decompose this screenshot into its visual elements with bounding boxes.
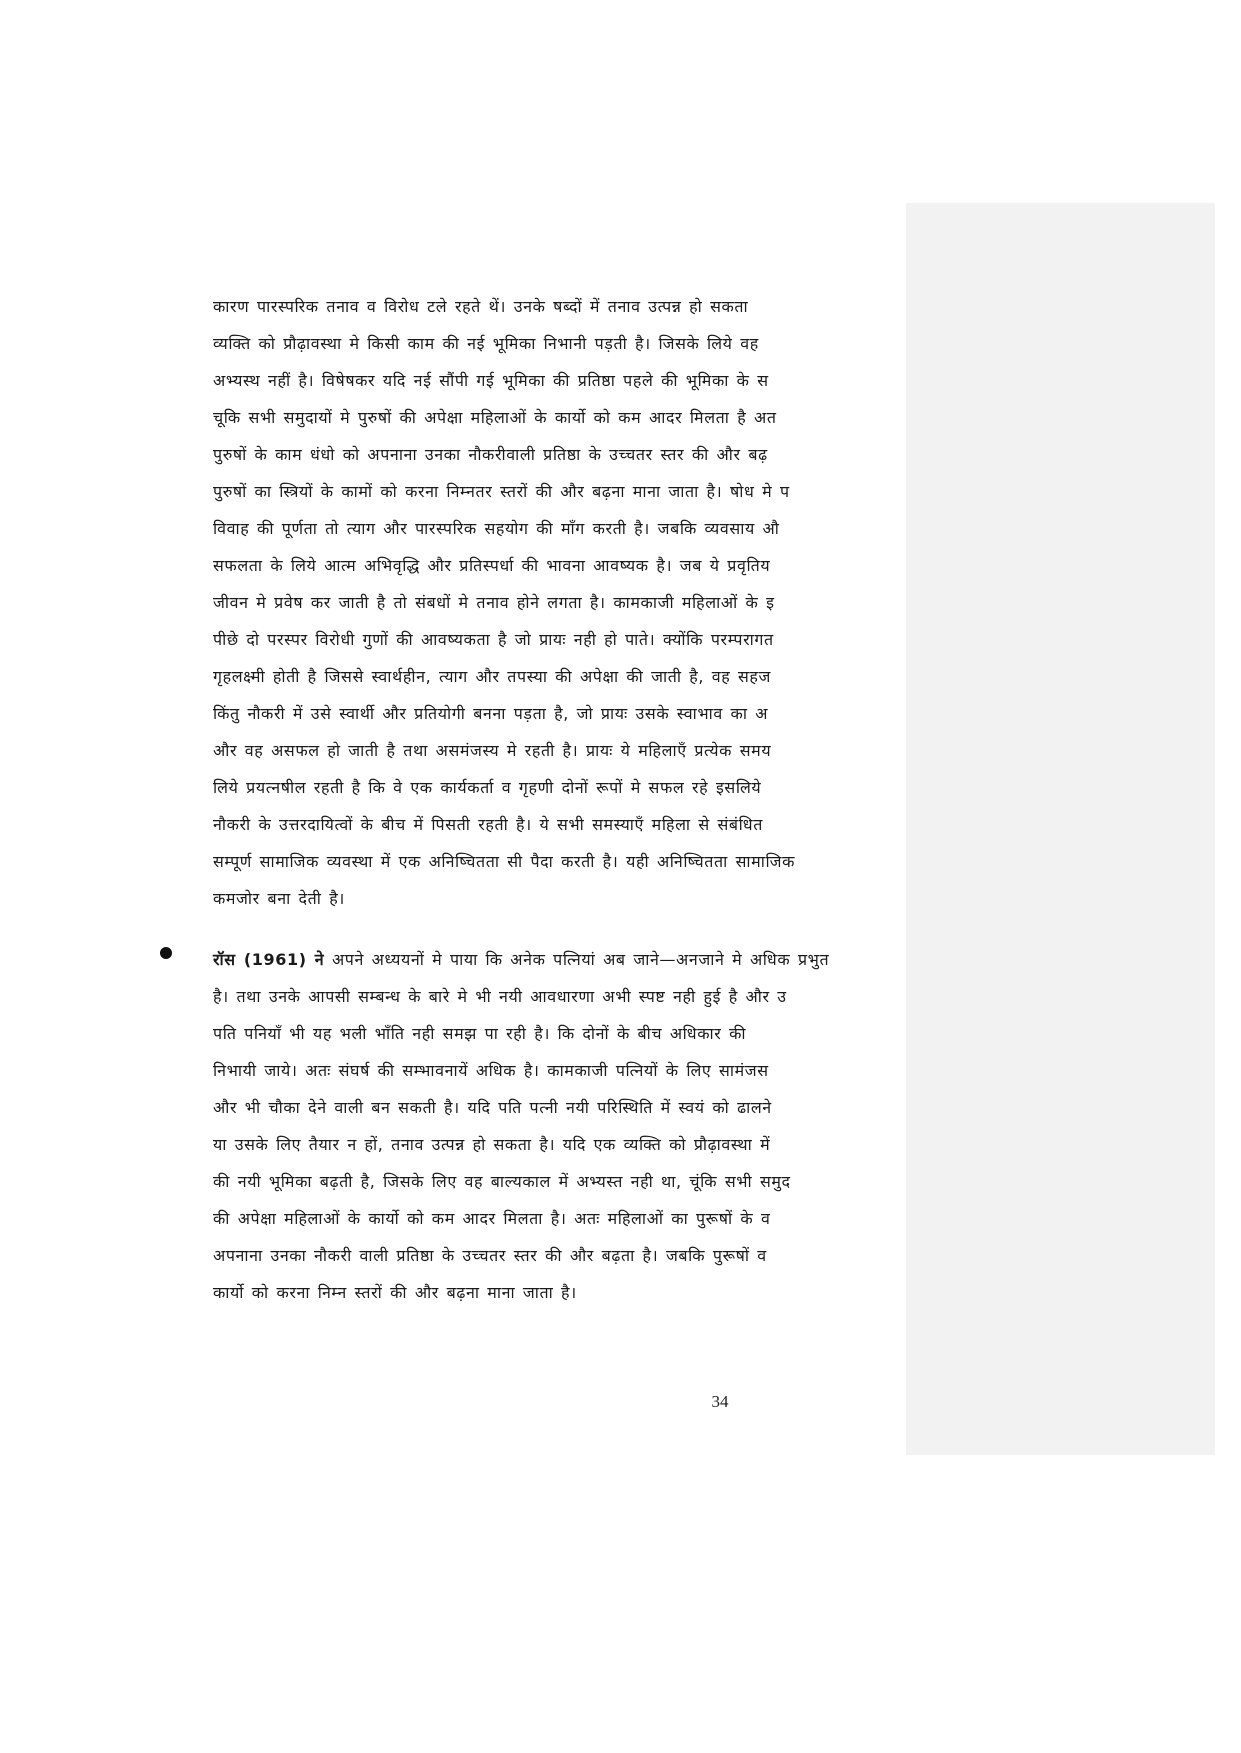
paragraph-2-line: कार्यो को करना निम्न स्तरों की और बढ़ना माना जाता है।: [213, 1283, 577, 1302]
paragraph-1-line: जीवन मे प्रवेष कर जाती है तो संबधों मे तनाव होने लगता है। कामकाजी महिलाओं के इ: [213, 593, 775, 612]
comment-pane: [906, 203, 1215, 1455]
paragraph-2-first-line: [213, 941, 900, 978]
paragraph-1-line: कारण पारस्परिक तनाव व विरोध टले रहते थें। उनके षब्दों में तनाव उत्पन्न हो सकता: [213, 297, 749, 316]
paragraph-1-line: गृहलक्ष्मी होती है जिससे स्वार्थहीन, त्याग और तपस्या की अपेक्षा की जाती है, वह सहज: [213, 667, 771, 686]
paragraph-2-line: निभायी जाये। अतः संघर्ष की सम्भावनायें अधिक है। कामकाजी पत्नियों के लिए सामंजस: [213, 1061, 769, 1080]
paragraph-1-line: अभ्यस्थ नहीं है। विषेषकर यदि नई सौंपी गई भूमिका की प्रतिष्ठा पहले की भूमिका के स: [213, 371, 769, 390]
paragraph-2-line: की नयी भूमिका बढ़ती है, जिसके लिए वह बाल्यकाल में अभ्यस्त नही था, चूंकि सभी समुद: [213, 1172, 791, 1191]
paragraph-2-line: पति पनियाँ भी यह भली भाँति नही समझ पा रही है। कि दोनों के बीच अधिकार की: [213, 1024, 747, 1043]
paragraph-1-line: पीछे दो परस्पर विरोधी गुणों की आवष्यकता है जो प्रायः नही हो पाते। क्योंकि परम्परागत: [213, 630, 774, 649]
paragraph-1-line: पुरुषों के काम धंधो को अपनाना उनका नौकरीवाली प्रतिष्ठा के उच्चतर स्तर की और बढ़: [213, 445, 768, 464]
paragraph-2-line: है। तथा उनके आपसी सम्बन्ध के बारे मे भी नयी आवधारणा अभी स्पष्ट नही हुई है और उ: [213, 987, 787, 1006]
paragraph-1-line: लिये प्रयत्नषील रहती है कि वे एक कार्यकर्ता व गृहणी दोनों रूपों मे सफल रहे इसलिये: [213, 778, 762, 797]
paragraph-2-line: की अपेक्षा महिलाओं के कार्यो को कम आदर मिलता है। अतः महिलाओं का पुरूषों के व: [213, 1209, 771, 1228]
paragraph-1-line: और वह असफल हो जाती है तथा असमंजस्य मे रहती है। प्रायः ये महिलाएँ प्रत्येक समय: [213, 741, 772, 760]
bullet-point: [160, 947, 172, 959]
paragraph-2: [213, 941, 900, 1311]
paragraph-1-line: नौकरी के उत्तरदायित्वों के बीच में पिसती रहती है। ये सभी समस्याएँ महिला से संबंधित: [213, 815, 763, 834]
first-line-text: अपने अध्ययनों मे पाया कि अनेक पत्नियां अब जाने—अनजाने मे अधिक प्रभुत: [324, 950, 830, 969]
paragraph-1-line: व्यक्ति को प्रौढ़ावस्था मे किसी काम की नई भूमिका निभानी पड़ती है। जिसके लिये वह: [213, 334, 759, 353]
paragraph-2-line: और भी चौका देने वाली बन सकती है। यदि पति पत्नी नयी परिस्थिति में स्वयं को ढालने: [213, 1098, 772, 1117]
paragraph-2-line: या उसके लिए तैयार न हों, तनाव उत्पन्न हो सकता है। यदि एक व्यक्ति को प्रौढ़ावस्था में: [213, 1135, 771, 1154]
page-number: 34: [711, 1392, 729, 1411]
paragraph-1-line: कमजोर बना देती है।: [213, 889, 345, 908]
citation-lead: रॉस (1961) ने: [213, 950, 325, 969]
paragraph-1: [213, 288, 900, 917]
paragraph-1-line: चूकि सभी समुदायों मे पुरुषों की अपेक्षा महिलाओं के कार्यो को कम आदर मिलता है अत: [213, 408, 777, 427]
paragraph-1-line: सम्पूर्ण सामाजिक व्यवस्था में एक अनिष्चितता सी पैदा करती है। यही अनिष्चितता सामाजिक: [213, 852, 795, 871]
paragraph-2-line: अपनाना उनका नौकरी वाली प्रतिष्ठा के उच्चतर स्तर की और बढ़ता है। जबकि पुरूषों व: [213, 1246, 767, 1265]
paragraph-1-line: सफलता के लिये आत्म अभिवृद्धि और प्रतिस्पर्धा की भावना आवष्यक है। जब ये प्रवृतिय: [213, 556, 771, 575]
paragraph-1-line: विवाह की पूर्णता तो त्याग और पारस्परिक सहयोग की माँग करती है। जबकि व्यवसाय औ: [213, 519, 780, 538]
paragraph-1-line: पुरुषों का स्त्रियों के कामों को करना निम्नतर स्तरों की और बढ़ना माना जाता है। षोध मे प: [213, 482, 790, 501]
paragraph-1-line: किंतु नौकरी में उसे स्वार्थी और प्रतियोगी बनना पड़ता है, जो प्रायः उसके स्वाभाव का अ: [213, 704, 769, 723]
